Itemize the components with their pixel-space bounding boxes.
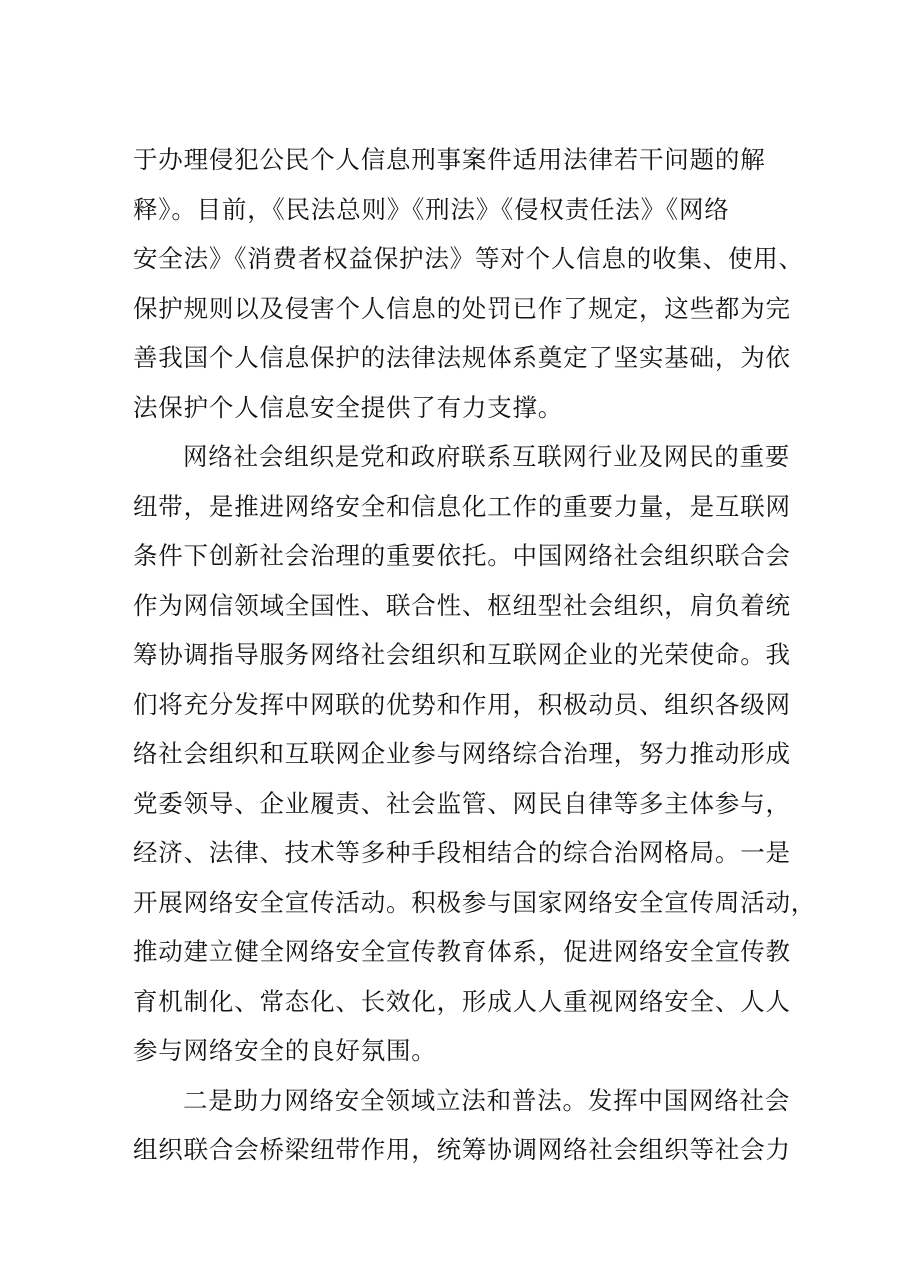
paragraph-2-line-1: 网络社会组织是党和政府联系互联网行业及网民的重要 — [183, 442, 791, 471]
paragraph-2-line-11: 推动建立健全网络安全宣传教育体系，促进网络安全宣传教 — [133, 937, 791, 966]
paragraph-2-line-13: 参与网络安全的良好氛围。 — [133, 1036, 437, 1065]
paragraph-2-line-2: 纽带，是推进网络安全和信息化工作的重要力量，是互联网 — [133, 491, 791, 521]
paragraph-2-line-6: 们将充分发挥中网联的优势和作用，积极动员、组织各级网 — [133, 689, 791, 719]
paragraph-2-line-4: 作为网信领域全国性、联合性、枢纽型社会组织，肩负着统 — [133, 590, 791, 620]
paragraph-3-line-2: 组织联合会桥梁纽带作用，统筹协调网络社会组织等社会力 — [133, 1135, 791, 1164]
paragraph-2-line-12: 育机制化、常态化、长效化，形成人人重视网络安全、人人 — [133, 986, 791, 1016]
paragraph-3-line-1: 二是助力网络安全领域立法和普法。发挥中国网络社会 — [183, 1085, 791, 1115]
paragraph-1-line-3: 安全法》《消费者权益保护法》等对个人信息的收集、使用、 — [133, 244, 804, 273]
paragraph-2-line-10: 开展网络安全宣传活动。积极参与国家网络安全宣传周活动， — [133, 887, 817, 917]
paragraph-1-line-1: 于办理侵犯公民个人信息刑事案件适用法律若干问题的解 — [133, 145, 766, 174]
paragraph-1-line-6: 法保护个人信息安全提供了有力支撑。 — [133, 392, 564, 422]
paragraph-2-line-3: 条件下创新社会治理的重要依托。中国网络社会组织联合会 — [133, 541, 791, 570]
paragraph-2-line-7: 络社会组织和互联网企业参与网络综合治理，努力推动形成 — [133, 739, 791, 768]
paragraph-2-line-8: 党委领导、企业履责、社会监管、网民自律等多主体参与， — [133, 788, 791, 818]
paragraph-1-line-2: 释》。目前，《民法总则》《刑法》《侵权责任法》《网络 — [133, 194, 730, 224]
paragraph-2-line-5: 筹协调指导服务网络社会组织和互联网企业的光荣使命。我 — [133, 640, 791, 669]
document-body — [133, 135, 817, 1175]
paragraph-1-line-4: 保护规则以及侵害个人信息的处罚已作了规定，这些都为完 — [133, 293, 791, 323]
paragraph-1-line-5: 善我国个人信息保护的法律法规体系奠定了坚实基础，为依 — [133, 343, 791, 372]
paragraph-2-line-9: 经济、法律、技术等多种手段相结合的综合治网格局。一是 — [133, 838, 791, 867]
